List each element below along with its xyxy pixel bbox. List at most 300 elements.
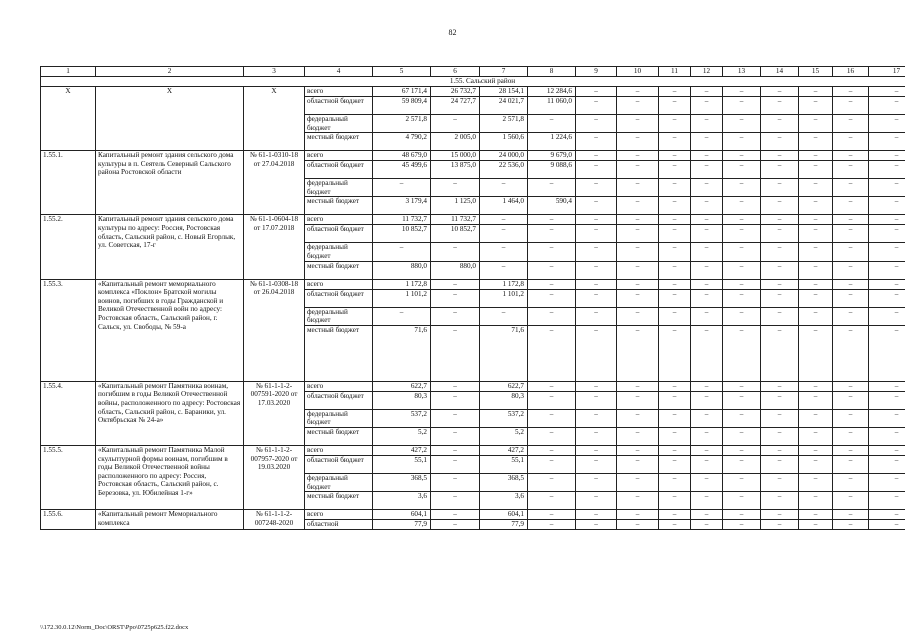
amount-cell: 80,3	[373, 391, 431, 409]
empty-amount-cell: –	[617, 307, 659, 325]
empty-amount-cell: –	[869, 427, 905, 445]
empty-amount-cell: –	[691, 520, 723, 530]
column-number: 8	[528, 67, 576, 77]
amount-cell: 1 224,6	[528, 133, 576, 151]
empty-amount-cell: –	[833, 381, 869, 391]
empty-amount-cell: –	[691, 381, 723, 391]
amount-cell: 24 021,7	[480, 97, 528, 115]
empty-amount-cell: –	[659, 115, 691, 133]
empty-amount-cell: –	[617, 87, 659, 97]
empty-amount-cell: –	[659, 261, 691, 279]
empty-amount-cell: –	[799, 161, 833, 179]
empty-amount-cell: –	[723, 151, 761, 161]
column-number: 15	[799, 67, 833, 77]
amount-cell: 1 172,8	[373, 279, 431, 289]
empty-amount-cell: –	[691, 445, 723, 455]
amount-cell: –	[528, 427, 576, 445]
empty-amount-cell: –	[799, 151, 833, 161]
column-number: 17	[869, 67, 905, 77]
empty-amount-cell: –	[869, 115, 905, 133]
amount-cell: 11 732,7	[373, 215, 431, 225]
amount-cell: 2 005,0	[431, 133, 480, 151]
empty-amount-cell: –	[723, 115, 761, 133]
funding-source: областной бюджет	[305, 391, 373, 409]
empty-amount-cell: –	[833, 279, 869, 289]
amount-cell: –	[431, 455, 480, 473]
empty-amount-cell: –	[691, 473, 723, 491]
amount-cell: 2 571,8	[373, 115, 431, 133]
amount-cell: 55,1	[480, 455, 528, 473]
amount-cell: –	[431, 307, 480, 325]
empty-amount-cell: –	[617, 225, 659, 243]
funding-source: областной бюджет	[305, 161, 373, 179]
funding-source: всего	[305, 215, 373, 225]
item-number: 1.55.3.	[41, 279, 96, 381]
empty-amount-cell: –	[833, 179, 869, 197]
empty-amount-cell: –	[833, 520, 869, 530]
amount-cell: 604,1	[480, 510, 528, 520]
amount-cell: 537,2	[480, 409, 528, 427]
empty-amount-cell: –	[659, 151, 691, 161]
empty-amount-cell: –	[659, 133, 691, 151]
empty-amount-cell: –	[691, 492, 723, 510]
empty-amount-cell: –	[617, 409, 659, 427]
empty-amount-cell: –	[869, 445, 905, 455]
empty-amount-cell: –	[576, 243, 617, 261]
amount-cell: 368,5	[373, 473, 431, 491]
empty-amount-cell: –	[659, 289, 691, 307]
empty-amount-cell: –	[833, 197, 869, 215]
empty-amount-cell: –	[799, 520, 833, 530]
empty-amount-cell: –	[576, 261, 617, 279]
amount-cell: 71,6	[480, 325, 528, 381]
empty-amount-cell: –	[833, 161, 869, 179]
amount-cell: 24 000,0	[480, 151, 528, 161]
item-number: 1.55.6.	[41, 510, 96, 530]
empty-amount-cell: –	[659, 243, 691, 261]
empty-amount-cell: –	[833, 427, 869, 445]
amount-cell: –	[431, 473, 480, 491]
empty-amount-cell: –	[659, 492, 691, 510]
empty-amount-cell: –	[833, 151, 869, 161]
amount-cell: –	[373, 179, 431, 197]
funding-source: местный бюджет	[305, 427, 373, 445]
funding-source: областной бюджет	[305, 289, 373, 307]
empty-amount-cell: –	[723, 87, 761, 97]
empty-amount-cell: –	[617, 510, 659, 520]
footer-file-path: \\172.30.0.12\Norm_Doc\ORST\Ppo\0725p625.f22.docx	[40, 624, 189, 631]
empty-amount-cell: –	[869, 510, 905, 520]
amount-cell: –	[528, 179, 576, 197]
empty-amount-cell: –	[691, 215, 723, 225]
table-row	[41, 151, 905, 161]
column-number: 16	[833, 67, 869, 77]
empty-amount-cell: –	[869, 492, 905, 510]
empty-amount-cell: –	[691, 409, 723, 427]
empty-amount-cell: –	[576, 179, 617, 197]
amount-cell: 1 125,0	[431, 197, 480, 215]
empty-amount-cell: –	[723, 445, 761, 455]
empty-amount-cell: –	[723, 381, 761, 391]
empty-amount-cell: –	[659, 215, 691, 225]
amount-cell: 368,5	[480, 473, 528, 491]
amount-cell: –	[480, 225, 528, 243]
amount-cell: –	[528, 510, 576, 520]
object-name: «Капитальный ремонт мемориального комплекса «Поклон» Братской могилы воинов, погибших в годы Гражданской и Великой Отечественной войн по адресу: Ростовская область, Сальский район, г. Сальск, ул. Свободы, № 59-а	[96, 279, 244, 381]
funding-source: федеральный бюджет	[305, 307, 373, 325]
empty-amount-cell: –	[723, 510, 761, 520]
empty-amount-cell: –	[799, 179, 833, 197]
empty-amount-cell: –	[799, 427, 833, 445]
empty-amount-cell: –	[723, 261, 761, 279]
empty-amount-cell: –	[799, 279, 833, 289]
amount-cell: 1 464,0	[480, 197, 528, 215]
empty-amount-cell: –	[869, 225, 905, 243]
empty-amount-cell: –	[869, 197, 905, 215]
amount-cell: 48 679,0	[373, 151, 431, 161]
empty-amount-cell: –	[691, 391, 723, 409]
amount-cell: 622,7	[480, 381, 528, 391]
empty-amount-cell: –	[799, 261, 833, 279]
empty-amount-cell: –	[833, 409, 869, 427]
empty-amount-cell: –	[576, 197, 617, 215]
amount-cell: –	[431, 510, 480, 520]
column-number-row	[41, 67, 905, 77]
column-number: 9	[576, 67, 617, 77]
empty-amount-cell: –	[576, 215, 617, 225]
empty-amount-cell: –	[833, 307, 869, 325]
amount-cell: 11 732,7	[431, 215, 480, 225]
empty-amount-cell: –	[761, 151, 799, 161]
amount-cell: –	[431, 391, 480, 409]
empty-amount-cell: –	[691, 307, 723, 325]
empty-amount-cell: –	[576, 427, 617, 445]
empty-amount-cell: –	[869, 289, 905, 307]
amount-cell: –	[528, 243, 576, 261]
empty-amount-cell: –	[869, 161, 905, 179]
empty-amount-cell: –	[691, 455, 723, 473]
table-body	[41, 67, 905, 530]
empty-amount-cell: –	[761, 261, 799, 279]
amount-cell: –	[480, 215, 528, 225]
empty-amount-cell: –	[576, 325, 617, 381]
empty-amount-cell: –	[723, 97, 761, 115]
empty-amount-cell: –	[833, 87, 869, 97]
empty-amount-cell: –	[799, 510, 833, 520]
amount-cell: 1 101,2	[373, 289, 431, 307]
empty-amount-cell: –	[723, 179, 761, 197]
amount-cell: 1 101,2	[480, 289, 528, 307]
empty-amount-cell: –	[869, 151, 905, 161]
amount-cell: 15 000,0	[431, 151, 480, 161]
empty-amount-cell: –	[833, 455, 869, 473]
empty-amount-cell: –	[723, 307, 761, 325]
amount-cell: 12 284,6	[528, 87, 576, 97]
amount-cell: 5,2	[480, 427, 528, 445]
empty-amount-cell: –	[799, 325, 833, 381]
empty-amount-cell: –	[869, 179, 905, 197]
empty-amount-cell: –	[723, 225, 761, 243]
empty-amount-cell: –	[691, 225, 723, 243]
empty-amount-cell: –	[833, 97, 869, 115]
empty-amount-cell: –	[799, 391, 833, 409]
amount-cell: –	[528, 492, 576, 510]
funding-source: федеральный бюджет	[305, 473, 373, 491]
funding-source: местный бюджет	[305, 261, 373, 279]
amount-cell: 2 571,8	[480, 115, 528, 133]
amount-cell: –	[528, 325, 576, 381]
empty-amount-cell: –	[869, 473, 905, 491]
empty-amount-cell: –	[761, 510, 799, 520]
amount-cell: 427,2	[480, 445, 528, 455]
table-row	[41, 87, 905, 97]
document-reference: X	[244, 87, 305, 151]
empty-amount-cell: –	[617, 492, 659, 510]
empty-amount-cell: –	[761, 115, 799, 133]
empty-amount-cell: –	[869, 455, 905, 473]
amount-cell: –	[480, 243, 528, 261]
empty-amount-cell: –	[617, 391, 659, 409]
empty-amount-cell: –	[691, 87, 723, 97]
amount-cell: –	[431, 243, 480, 261]
empty-amount-cell: –	[723, 520, 761, 530]
empty-amount-cell: –	[723, 279, 761, 289]
empty-amount-cell: –	[833, 261, 869, 279]
amount-cell: –	[431, 492, 480, 510]
item-number: 1.55.1.	[41, 151, 96, 215]
amount-cell: –	[528, 445, 576, 455]
empty-amount-cell: –	[799, 473, 833, 491]
empty-amount-cell: –	[691, 510, 723, 520]
funding-source: местный бюджет	[305, 133, 373, 151]
empty-amount-cell: –	[723, 133, 761, 151]
empty-amount-cell: –	[869, 307, 905, 325]
empty-amount-cell: –	[576, 97, 617, 115]
empty-amount-cell: –	[659, 510, 691, 520]
section-title: 1.55. Сальский район	[41, 77, 905, 87]
object-name: Капитальный ремонт здания сельского дома культуры в п. Сеятель Северный Сальского района Ростовской области	[96, 151, 244, 215]
empty-amount-cell: –	[617, 445, 659, 455]
amount-cell: –	[480, 179, 528, 197]
amount-cell: 9 679,0	[528, 151, 576, 161]
item-number: 1.55.5.	[41, 445, 96, 509]
empty-amount-cell: –	[833, 391, 869, 409]
empty-amount-cell: –	[761, 87, 799, 97]
empty-amount-cell: –	[576, 279, 617, 289]
empty-amount-cell: –	[723, 492, 761, 510]
empty-amount-cell: –	[833, 325, 869, 381]
empty-amount-cell: –	[576, 381, 617, 391]
amount-cell: 59 809,4	[373, 97, 431, 115]
document-reference: № 61-1-1-2-007248-2020	[244, 510, 305, 530]
empty-amount-cell: –	[761, 473, 799, 491]
empty-amount-cell: –	[576, 133, 617, 151]
document-reference: № 61-1-0604-18 от 17.07.2018	[244, 215, 305, 279]
empty-amount-cell: –	[659, 225, 691, 243]
amount-cell: –	[431, 325, 480, 381]
empty-amount-cell: –	[576, 161, 617, 179]
empty-amount-cell: –	[833, 510, 869, 520]
item-number: 1.55.2.	[41, 215, 96, 279]
funding-source: областной бюджет	[305, 225, 373, 243]
amount-cell: 3,6	[480, 492, 528, 510]
column-number: 11	[659, 67, 691, 77]
empty-amount-cell: –	[833, 133, 869, 151]
amount-cell: –	[480, 261, 528, 279]
empty-amount-cell: –	[833, 473, 869, 491]
empty-amount-cell: –	[659, 161, 691, 179]
empty-amount-cell: –	[723, 289, 761, 307]
empty-amount-cell: –	[761, 225, 799, 243]
empty-amount-cell: –	[761, 307, 799, 325]
empty-amount-cell: –	[617, 151, 659, 161]
empty-amount-cell: –	[617, 261, 659, 279]
amount-cell: 10 852,7	[373, 225, 431, 243]
empty-amount-cell: –	[691, 179, 723, 197]
empty-amount-cell: –	[761, 133, 799, 151]
empty-amount-cell: –	[617, 455, 659, 473]
empty-amount-cell: –	[617, 520, 659, 530]
empty-amount-cell: –	[576, 409, 617, 427]
amount-cell: –	[431, 427, 480, 445]
funding-source: всего	[305, 510, 373, 520]
amount-cell: 80,3	[480, 391, 528, 409]
empty-amount-cell: –	[691, 427, 723, 445]
empty-amount-cell: –	[576, 492, 617, 510]
empty-amount-cell: –	[761, 161, 799, 179]
amount-cell: –	[431, 115, 480, 133]
funding-source: всего	[305, 445, 373, 455]
funding-source: местный бюджет	[305, 197, 373, 215]
empty-amount-cell: –	[869, 391, 905, 409]
amount-cell: –	[431, 289, 480, 307]
empty-amount-cell: –	[869, 87, 905, 97]
empty-amount-cell: –	[799, 289, 833, 307]
empty-amount-cell: –	[869, 409, 905, 427]
amount-cell: 880,0	[373, 261, 431, 279]
amount-cell: –	[528, 289, 576, 307]
object-name: X	[96, 87, 244, 151]
empty-amount-cell: –	[617, 243, 659, 261]
funding-source: областной бюджет	[305, 97, 373, 115]
amount-cell: 4 790,2	[373, 133, 431, 151]
empty-amount-cell: –	[833, 225, 869, 243]
empty-amount-cell: –	[833, 215, 869, 225]
column-number: 7	[480, 67, 528, 77]
empty-amount-cell: –	[799, 409, 833, 427]
empty-amount-cell: –	[869, 261, 905, 279]
empty-amount-cell: –	[659, 391, 691, 409]
funding-source: федеральный бюджет	[305, 243, 373, 261]
empty-amount-cell: –	[799, 225, 833, 243]
empty-amount-cell: –	[723, 161, 761, 179]
amount-cell: –	[431, 279, 480, 289]
empty-amount-cell: –	[576, 455, 617, 473]
empty-amount-cell: –	[761, 215, 799, 225]
empty-amount-cell: –	[869, 243, 905, 261]
empty-amount-cell: –	[869, 381, 905, 391]
object-name: Капитальный ремонт здания сельского дома культуры по адресу: Россия, Ростовская область, Сальский район, с. Новый Егорлык, ул. Советская, 17-г	[96, 215, 244, 279]
empty-amount-cell: –	[691, 97, 723, 115]
amount-cell: –	[528, 307, 576, 325]
amount-cell: –	[480, 307, 528, 325]
document-reference: № 61-1-0310-18 от 27.04.2018	[244, 151, 305, 215]
amount-cell: 22 536,0	[480, 161, 528, 179]
empty-amount-cell: –	[761, 492, 799, 510]
amount-cell: 537,2	[373, 409, 431, 427]
amount-cell: –	[528, 279, 576, 289]
amount-cell: 13 875,0	[431, 161, 480, 179]
empty-amount-cell: –	[691, 161, 723, 179]
empty-amount-cell: –	[659, 409, 691, 427]
empty-amount-cell: –	[576, 520, 617, 530]
amount-cell: 880,0	[431, 261, 480, 279]
empty-amount-cell: –	[576, 510, 617, 520]
empty-amount-cell: –	[617, 381, 659, 391]
column-number: 14	[761, 67, 799, 77]
amount-cell: –	[528, 261, 576, 279]
empty-amount-cell: –	[761, 391, 799, 409]
empty-amount-cell: –	[761, 520, 799, 530]
funding-source: федеральный бюджет	[305, 115, 373, 133]
amount-cell: –	[528, 473, 576, 491]
empty-amount-cell: –	[799, 87, 833, 97]
empty-amount-cell: –	[691, 325, 723, 381]
funding-source: федеральный бюджет	[305, 179, 373, 197]
empty-amount-cell: –	[723, 409, 761, 427]
empty-amount-cell: –	[659, 279, 691, 289]
empty-amount-cell: –	[659, 97, 691, 115]
empty-amount-cell: –	[691, 243, 723, 261]
empty-amount-cell: –	[799, 492, 833, 510]
amount-cell: –	[528, 115, 576, 133]
budget-table	[40, 66, 905, 530]
empty-amount-cell: –	[576, 225, 617, 243]
funding-source: областной	[305, 520, 373, 530]
amount-cell: 1 172,8	[480, 279, 528, 289]
empty-amount-cell: –	[576, 115, 617, 133]
funding-source: федеральный бюджет	[305, 409, 373, 427]
empty-amount-cell: –	[576, 473, 617, 491]
amount-cell: 3,6	[373, 492, 431, 510]
empty-amount-cell: –	[761, 409, 799, 427]
empty-amount-cell: –	[576, 289, 617, 307]
amount-cell: 427,2	[373, 445, 431, 455]
empty-amount-cell: –	[723, 197, 761, 215]
empty-amount-cell: –	[617, 179, 659, 197]
empty-amount-cell: –	[723, 455, 761, 473]
empty-amount-cell: –	[833, 115, 869, 133]
empty-amount-cell: –	[576, 87, 617, 97]
empty-amount-cell: –	[723, 473, 761, 491]
empty-amount-cell: –	[869, 133, 905, 151]
page-number: 82	[448, 28, 457, 37]
empty-amount-cell: –	[691, 115, 723, 133]
empty-amount-cell: –	[617, 279, 659, 289]
document-reference: № 61-1-1-2-007591-2020 от 17.03.2020	[244, 381, 305, 445]
table-row	[41, 510, 905, 520]
funding-source: всего	[305, 279, 373, 289]
amount-cell: 590,4	[528, 197, 576, 215]
object-name: «Капитальный ремонт Мемориального комплекса	[96, 510, 244, 530]
column-number: 4	[305, 67, 373, 77]
column-number: 10	[617, 67, 659, 77]
empty-amount-cell: –	[659, 473, 691, 491]
amount-cell: –	[528, 455, 576, 473]
empty-amount-cell: –	[617, 133, 659, 151]
funding-source: местный бюджет	[305, 325, 373, 381]
section-row	[41, 77, 905, 87]
